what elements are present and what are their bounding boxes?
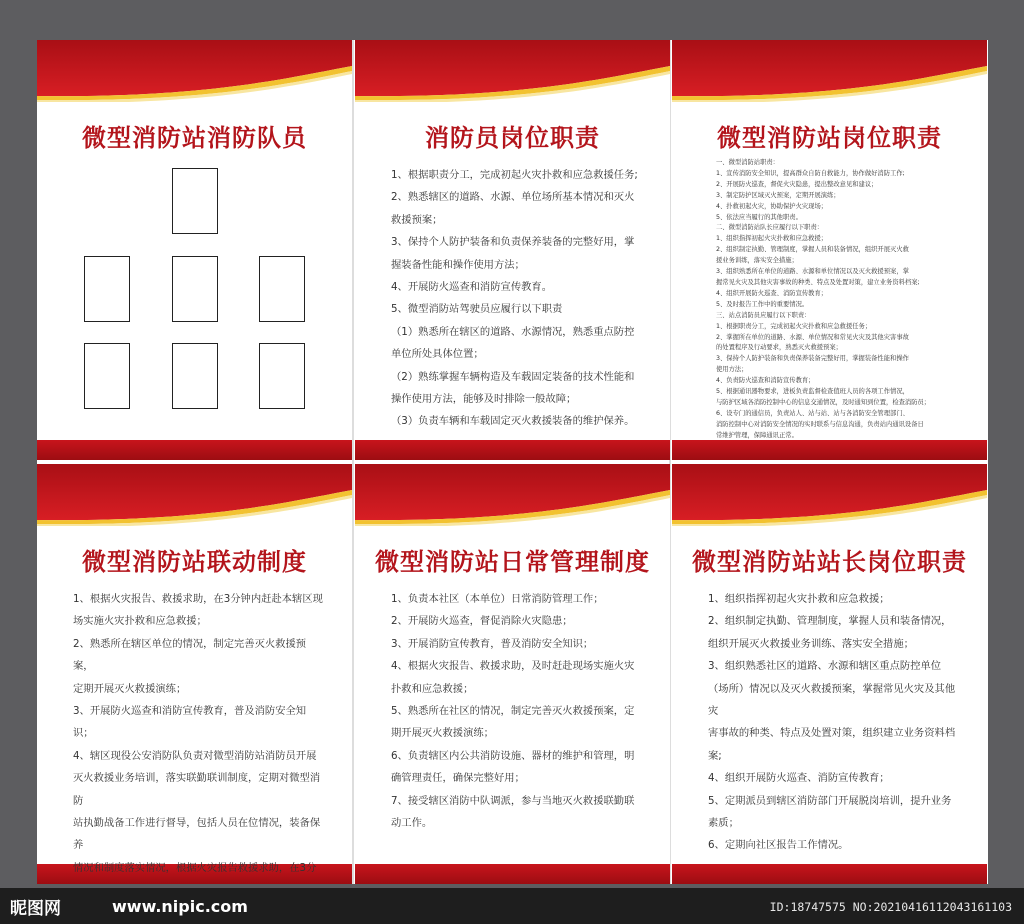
text-line: 三、站点消防员应履行以下职责： bbox=[716, 311, 811, 319]
poster-panel bbox=[672, 464, 987, 884]
footer-band bbox=[672, 864, 987, 884]
text-line: 使用方法； bbox=[716, 366, 748, 374]
text-line: 握常见火灾及其他灾害事故的种类、特点及处置对策，建立业务资料档案; bbox=[716, 278, 920, 286]
header-wave-band bbox=[355, 464, 670, 526]
header-wave-band bbox=[355, 40, 670, 102]
text-line: 3、保持个人防护装备和负责保养装备的完整好用，掌 bbox=[391, 236, 635, 249]
site-logo[interactable]: 昵图网 bbox=[10, 899, 61, 919]
header-wave-band bbox=[37, 40, 352, 102]
panel-divider bbox=[352, 40, 354, 884]
panel-body-text bbox=[73, 588, 324, 884]
header-wave-band bbox=[672, 464, 987, 526]
text-line: 3、制定防护区域灭火预案，定期开展演练； bbox=[716, 191, 840, 199]
text-line: 4、开展防火巡查和消防宣传教育。 bbox=[391, 281, 553, 294]
text-line: 3、开展防火巡查和消防宣传教育，普及消防安全知识； bbox=[73, 705, 307, 740]
text-line: 2、开展防火巡查，督促火灾隐患，提出整改意见和建议； bbox=[716, 180, 878, 188]
text-line: 2、掌握所在单位的道路、水源、单位情况和常见火灾及其他灾害事故 bbox=[716, 333, 909, 341]
poster-panel bbox=[37, 464, 352, 884]
text-line: 动工作。 bbox=[391, 817, 433, 830]
footer-band bbox=[355, 440, 670, 460]
photo-placeholder bbox=[172, 168, 218, 234]
poster-panel bbox=[355, 40, 670, 460]
panel-body-text bbox=[716, 158, 961, 442]
text-line: 灭火救援业务培训，落实联勤联训制度，定期对微型消防 bbox=[73, 772, 321, 807]
text-line: 二、微型消防站队长应履行以下职责： bbox=[716, 224, 824, 232]
panel-title: 微型消防站联动制度 bbox=[82, 547, 307, 576]
text-line: 5、熟悉所在社区的情况，制定完善灭火救援预案，定 bbox=[391, 705, 635, 718]
text-line: 2、开展防火巡查，督促消除火灾隐患； bbox=[391, 615, 573, 628]
panel-body-text bbox=[391, 164, 642, 433]
text-line: 5、定期派员到辖区消防部门开展脱岗培训，提升业务 bbox=[708, 794, 952, 807]
poster-panel bbox=[37, 40, 352, 460]
text-line: 5、及时报告工作中的重要情况。 bbox=[716, 300, 809, 308]
text-line: 确管理责任，确保完整好用； bbox=[391, 772, 525, 785]
text-line: 场实施火灾扑救和应急救援； bbox=[73, 615, 207, 628]
text-line: 常维护管理，保障通讯正常。 bbox=[716, 431, 798, 439]
text-line: （场所）情况以及灭火救援预案，掌握常见火灾及其他灾 bbox=[708, 682, 956, 718]
photo-placeholder bbox=[84, 256, 130, 322]
text-line: 3、组织熟悉社区的道路、水源和辖区重点防控单位 bbox=[708, 660, 942, 673]
text-line: 4、负责防火巡查和消防宣传教育； bbox=[716, 377, 815, 385]
header-wave-band bbox=[37, 464, 352, 526]
text-line: 一、微型消防站职责： bbox=[716, 159, 779, 166]
panel-title: 消防员岗位职责 bbox=[425, 123, 600, 152]
text-line: 3、组织熟悉所在单位的道路、水源和单位情况以及灭火救援预案，掌 bbox=[716, 268, 909, 276]
text-line: 定期开展灭火救援演练； bbox=[73, 682, 187, 695]
text-line: 6、定期向社区报告工作情况。 bbox=[708, 839, 849, 852]
text-line: 4、扑救初起火灾，协助保护火灾现场； bbox=[716, 202, 828, 210]
text-line: 5、依法应当履行的其他职责。 bbox=[716, 213, 802, 221]
text-line: 握装备性能和操作使用方法； bbox=[391, 258, 525, 271]
image-id-label: ID:18747575 NO:20210416112043161103 bbox=[769, 900, 1012, 914]
text-line: 2、组织制定执勤、管理制度，掌握人员和装备情况，组织开展灭火救 bbox=[716, 246, 909, 254]
text-line: （1）熟悉所在辖区的道路、水源情况，熟悉重点防控 bbox=[391, 325, 635, 338]
poster-panel bbox=[355, 464, 670, 884]
panel-body-text bbox=[708, 588, 959, 857]
text-line: 4、根据火灾报告、救援求助，及时赶赴现场实施火灾 bbox=[391, 660, 635, 673]
photo-placeholder bbox=[259, 256, 305, 322]
text-line: 操作使用方法，能够及时排除一般故障； bbox=[391, 393, 577, 406]
text-line: 害事故的种类、特点及处置对策，组织建立业务资料档案; bbox=[708, 727, 956, 762]
text-line: 期开展灭火救援演练； bbox=[391, 727, 494, 740]
text-line: 情况和制度落实情况，根据火灾报告救援求助，在3分 bbox=[73, 861, 317, 874]
header-wave-band bbox=[672, 40, 987, 102]
text-line: 1、根据职责分工，完成初起火灾扑救和应急救援任务; bbox=[391, 169, 638, 181]
text-line: 4、组织开展防火巡查、消防宣传教育； bbox=[716, 289, 828, 297]
text-line: 消防控制中心对消防安全情况的实时联系与信息沟通，负责站内通讯设备日 bbox=[716, 420, 924, 428]
text-line: 援业务训练，落实安全措施； bbox=[716, 257, 798, 265]
photo-placeholder bbox=[259, 343, 305, 409]
panel-title: 微型消防站站长岗位职责 bbox=[692, 547, 967, 576]
site-url[interactable]: www.nipic.com bbox=[112, 897, 248, 916]
text-line: 5、微型消防站驾驶员应履行以下职责 bbox=[391, 303, 563, 316]
photo-placeholder bbox=[172, 343, 218, 409]
footer-band bbox=[672, 440, 987, 460]
text-line: 6、设专门的通信员，负责站人、站与站、站与各消防安全管理部门、 bbox=[716, 409, 909, 417]
panel-title: 微型消防站岗位职责 bbox=[717, 123, 942, 152]
text-line: 扑救和应急救援； bbox=[391, 682, 474, 695]
text-line: 3、保持个人防护装备和负责保养装备完整好用，掌握装备性能和操作 bbox=[716, 355, 909, 363]
footer-band bbox=[37, 440, 352, 460]
text-line: 1、负责本社区（本单位）日常消防管理工作； bbox=[391, 593, 604, 605]
text-line: （2）熟练掌握车辆构造及车载固定装备的技术性能和 bbox=[391, 370, 635, 383]
text-line: 5、根据通讯器物要求，进板负责监督检查值班人员的各项工作情况， bbox=[716, 388, 909, 396]
text-line: 2、熟悉所在辖区单位的情况，制定完善灭火救援预案， bbox=[73, 637, 307, 673]
watermark-footer bbox=[0, 888, 1024, 924]
text-line: 素质； bbox=[708, 817, 739, 830]
footer-band bbox=[355, 864, 670, 884]
panel-body-text bbox=[391, 588, 642, 834]
text-line: 单位所处具体位置； bbox=[391, 348, 484, 361]
text-line: （3）负责车辆和车载固定灭火救援装备的维护保养。 bbox=[391, 415, 635, 428]
text-line: 1、宣传消防安全知识，提高群众自防自救能力，协作做好消防工作; bbox=[716, 169, 905, 177]
panel-title: 微型消防站消防队员 bbox=[82, 123, 307, 152]
text-line: 的处置程序及行动要求，熟悉灭火救援预案； bbox=[716, 344, 842, 352]
text-line: 1、组织指挥初起火灾扑救和应急救援； bbox=[716, 235, 828, 243]
text-line: 2、组织制定执勤、管理制度，掌握人员和装备情况， bbox=[708, 615, 952, 628]
text-line: 3、开展消防宣传教育，普及消防安全知识； bbox=[391, 637, 594, 650]
text-line: 站执勤战备工作进行督导，包括人员在位情况，装备保养 bbox=[73, 817, 321, 852]
text-line: 组织开展灭火救援业务训练、落实安全措施； bbox=[708, 637, 914, 650]
text-line: 救援预案； bbox=[391, 213, 443, 226]
text-line: 6、负责辖区内公共消防设施、器材的维护和管理，明 bbox=[391, 749, 635, 762]
text-line: 1、组织指挥初起火灾扑救和应急救援； bbox=[708, 593, 890, 605]
text-line: 1、根据职责分工，完成初起火灾扑救和应急救援任务； bbox=[716, 322, 872, 330]
text-line: 1、根据火灾报告、救援求助，在3分钟内赶赴本辖区现 bbox=[73, 593, 323, 605]
photo-placeholder bbox=[84, 343, 130, 409]
text-line: 7、接受辖区消防中队调派，参与当地灭火救援联勤联 bbox=[391, 794, 635, 807]
text-line: 与防护区域各消防控制中心的信息交通情况，及时通知到位置，检查消防员； bbox=[716, 398, 931, 406]
text-line: 2、熟悉辖区的道路、水源、单位场所基本情况和灭火 bbox=[391, 191, 635, 204]
text-line: 4、辖区现役公安消防队负责对微型消防站消防员开展 bbox=[73, 749, 317, 762]
text-line: 4、组织开展防火巡查、消防宣传教育； bbox=[708, 772, 890, 785]
photo-placeholder bbox=[172, 256, 218, 322]
panel-title: 微型消防站日常管理制度 bbox=[375, 547, 650, 576]
poster-panel bbox=[672, 40, 987, 460]
